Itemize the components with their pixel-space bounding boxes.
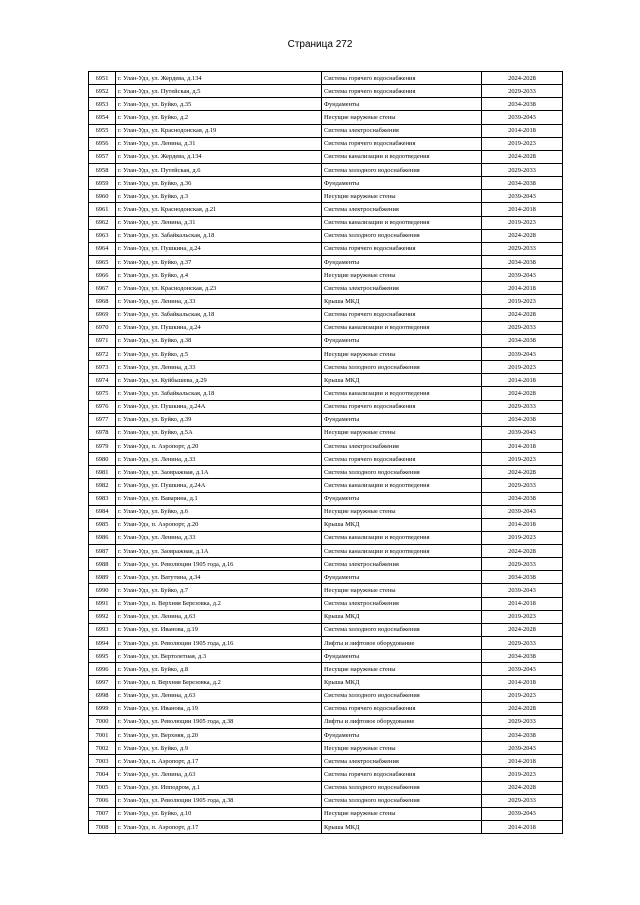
period-cell: 2039-2043 <box>482 190 563 203</box>
period-cell: 2034-2038 <box>482 650 563 663</box>
address-cell: г. Улан-Удэ, п. Аэропорт, д.17 <box>116 755 322 768</box>
table-row <box>89 663 563 676</box>
table-row <box>89 269 563 282</box>
table-row <box>89 413 563 426</box>
period-cell: 2039-2043 <box>482 426 563 439</box>
period-cell: 2019-2023 <box>482 531 563 544</box>
system-cell: Крыша МКД <box>322 676 482 689</box>
address-cell: г. Улан-Удэ, ул. Краснодонская, д.21 <box>116 203 322 216</box>
system-cell: Система горячего водоснабжения <box>322 242 482 255</box>
system-cell: Система холодного водоснабжения <box>322 466 482 479</box>
row-number: 6957 <box>89 150 116 163</box>
period-cell: 2019-2023 <box>482 137 563 150</box>
system-cell: Несущие наружные стены <box>322 742 482 755</box>
address-cell: г. Улан-Удэ, ул. Куйбышева, д.29 <box>116 374 322 387</box>
address-cell: г. Улан-Удэ, ул. Жердева, д.134 <box>116 72 322 85</box>
address-cell: г. Улан-Удэ, ул. Пушкина, д.24А <box>116 479 322 492</box>
system-cell: Система канализации и водоотведения <box>322 321 482 334</box>
period-cell: 2034-2038 <box>482 255 563 268</box>
system-cell: Система холодного водоснабжения <box>322 689 482 702</box>
period-cell: 2029-2033 <box>482 242 563 255</box>
table-row <box>89 387 563 400</box>
address-cell: г. Улан-Удэ, ул. Забайкальская, д.18 <box>116 229 322 242</box>
system-cell: Фундаменты <box>322 571 482 584</box>
period-cell: 2034-2038 <box>482 729 563 742</box>
period-cell: 2014-2018 <box>482 439 563 452</box>
table-row <box>89 755 563 768</box>
row-number: 6976 <box>89 400 116 413</box>
row-number: 6969 <box>89 308 116 321</box>
period-cell: 2019-2023 <box>482 295 563 308</box>
period-cell: 2014-2018 <box>482 518 563 531</box>
row-number: 6982 <box>89 479 116 492</box>
period-cell: 2029-2033 <box>482 85 563 98</box>
row-number: 6989 <box>89 571 116 584</box>
period-cell: 2029-2033 <box>482 400 563 413</box>
system-cell: Система холодного водоснабжения <box>322 163 482 176</box>
address-cell: г. Улан-Удэ, ул. Революции 1905 года, д.38 <box>116 715 322 728</box>
period-cell: 2014-2018 <box>482 374 563 387</box>
table-row <box>89 650 563 663</box>
system-cell: Система электроснабжения <box>322 597 482 610</box>
system-cell: Система горячего водоснабжения <box>322 400 482 413</box>
row-number: 6978 <box>89 426 116 439</box>
row-number: 6998 <box>89 689 116 702</box>
row-number: 6983 <box>89 492 116 505</box>
address-cell: г. Улан-Удэ, ул. Ватутина, д.34 <box>116 571 322 584</box>
table-row <box>89 623 563 636</box>
table-row <box>89 203 563 216</box>
table-row <box>89 150 563 163</box>
system-cell: Система канализации и водоотведения <box>322 479 482 492</box>
table-row <box>89 255 563 268</box>
row-number: 7003 <box>89 755 116 768</box>
address-cell: г. Улан-Удэ, ул. Буйко, д.8 <box>116 663 322 676</box>
period-cell: 2024-2028 <box>482 623 563 636</box>
period-cell: 2034-2038 <box>482 571 563 584</box>
system-cell: Система горячего водоснабжения <box>322 85 482 98</box>
table-row <box>89 163 563 176</box>
address-cell: г. Улан-Удэ, ул. Буйко, д.35 <box>116 98 322 111</box>
table-row <box>89 374 563 387</box>
row-number: 6988 <box>89 558 116 571</box>
period-cell: 2019-2023 <box>482 689 563 702</box>
table-row <box>89 426 563 439</box>
period-cell: 2024-2028 <box>482 466 563 479</box>
period-cell: 2039-2043 <box>482 663 563 676</box>
row-number: 6956 <box>89 137 116 150</box>
row-number: 6962 <box>89 216 116 229</box>
address-cell: г. Улан-Удэ, ул. Верхняя, д.20 <box>116 729 322 742</box>
row-number: 6970 <box>89 321 116 334</box>
address-cell: г. Улан-Удэ, ул. Ленина, д.63 <box>116 768 322 781</box>
address-cell: г. Улан-Удэ, ул. Буйко, д.10 <box>116 807 322 820</box>
period-cell: 2039-2043 <box>482 111 563 124</box>
address-cell: г. Улан-Удэ, ул. Иванова, д.19 <box>116 702 322 715</box>
row-number: 7004 <box>89 768 116 781</box>
row-number: 6987 <box>89 545 116 558</box>
table-row <box>89 807 563 820</box>
address-cell: г. Улан-Удэ, ул. Иванова, д.19 <box>116 623 322 636</box>
period-cell: 2034-2038 <box>482 98 563 111</box>
row-number: 7005 <box>89 781 116 794</box>
address-cell: г. Улан-Удэ, ул. Пушкина, д.24 <box>116 242 322 255</box>
row-number: 6966 <box>89 269 116 282</box>
table-row <box>89 794 563 807</box>
address-cell: г. Улан-Удэ, ул. Заовражная, д.1А <box>116 545 322 558</box>
system-cell: Система канализации и водоотведения <box>322 545 482 558</box>
table-row <box>89 400 563 413</box>
period-cell: 2014-2018 <box>482 821 563 834</box>
row-number: 6981 <box>89 466 116 479</box>
row-number: 6996 <box>89 663 116 676</box>
period-cell: 2034-2038 <box>482 413 563 426</box>
row-number: 6958 <box>89 163 116 176</box>
address-cell: г. Улан-Удэ, ул. Революции 1905 года, д.16 <box>116 637 322 650</box>
registry-table <box>88 71 563 834</box>
table-row <box>89 597 563 610</box>
system-cell: Несущие наружные стены <box>322 426 482 439</box>
table-row <box>89 361 563 374</box>
system-cell: Система электроснабжения <box>322 282 482 295</box>
row-number: 6977 <box>89 413 116 426</box>
address-cell: г. Улан-Удэ, ул. Буйко, д.9 <box>116 742 322 755</box>
period-cell: 2039-2043 <box>482 347 563 360</box>
row-number: 6997 <box>89 676 116 689</box>
table-row <box>89 729 563 742</box>
period-cell: 2039-2043 <box>482 269 563 282</box>
system-cell: Система горячего водоснабжения <box>322 137 482 150</box>
system-cell: Несущие наружные стены <box>322 505 482 518</box>
system-cell: Несущие наружные стены <box>322 269 482 282</box>
system-cell: Система горячего водоснабжения <box>322 453 482 466</box>
table-row <box>89 453 563 466</box>
system-cell: Несущие наружные стены <box>322 663 482 676</box>
period-cell: 2029-2033 <box>482 163 563 176</box>
table-row <box>89 821 563 834</box>
table-row <box>89 308 563 321</box>
address-cell: г. Улан-Удэ, п. Аэропорт, д.20 <box>116 518 322 531</box>
table-row <box>89 781 563 794</box>
row-number: 7001 <box>89 729 116 742</box>
system-cell: Фундаменты <box>322 650 482 663</box>
period-cell: 2039-2043 <box>482 742 563 755</box>
system-cell: Фундаменты <box>322 729 482 742</box>
table-row <box>89 229 563 242</box>
row-number: 6990 <box>89 584 116 597</box>
period-cell: 2019-2023 <box>482 453 563 466</box>
period-cell: 2014-2018 <box>482 597 563 610</box>
system-cell: Система электроснабжения <box>322 439 482 452</box>
system-cell: Система канализации и водоотведения <box>322 150 482 163</box>
period-cell: 2014-2018 <box>482 203 563 216</box>
table-row <box>89 242 563 255</box>
table-row <box>89 98 563 111</box>
system-cell: Система электроснабжения <box>322 203 482 216</box>
address-cell: г. Улан-Удэ, ул. Буйко, д.39 <box>116 413 322 426</box>
table-row <box>89 321 563 334</box>
period-cell: 2029-2033 <box>482 794 563 807</box>
row-number: 6986 <box>89 531 116 544</box>
address-cell: г. Улан-Удэ, ул. Забайкальская, д.18 <box>116 308 322 321</box>
table-row <box>89 505 563 518</box>
address-cell: г. Улан-Удэ, ул. Ленина, д.33 <box>116 295 322 308</box>
address-cell: г. Улан-Удэ, ул. Буйко, д.6 <box>116 505 322 518</box>
system-cell: Система канализации и водоотведения <box>322 531 482 544</box>
table-row <box>89 111 563 124</box>
table-row <box>89 768 563 781</box>
row-number: 6974 <box>89 374 116 387</box>
address-cell: г. Улан-Удэ, ул. Революции 1905 года, д.16 <box>116 558 322 571</box>
table-row <box>89 558 563 571</box>
row-number: 6965 <box>89 255 116 268</box>
address-cell: г. Улан-Удэ, п. Аэропорт, д.20 <box>116 439 322 452</box>
system-cell: Несущие наружные стены <box>322 190 482 203</box>
address-cell: г. Улан-Удэ, ул. Ипподром, д.1 <box>116 781 322 794</box>
address-cell: г. Улан-Удэ, ул. Ленина, д.33 <box>116 531 322 544</box>
table-row <box>89 72 563 85</box>
address-cell: г. Улан-Удэ, п. Верхняя Березовка, д.2 <box>116 597 322 610</box>
system-cell: Крыша МКД <box>322 295 482 308</box>
address-cell: г. Улан-Удэ, ул. Буйко, д.7 <box>116 584 322 597</box>
system-cell: Лифты и лифтовое оборудование <box>322 637 482 650</box>
row-number: 7008 <box>89 821 116 834</box>
address-cell: г. Улан-Удэ, ул. Буйко, д.37 <box>116 255 322 268</box>
address-cell: г. Улан-Удэ, ул. Ленина, д.63 <box>116 610 322 623</box>
period-cell: 2014-2018 <box>482 124 563 137</box>
row-number: 6975 <box>89 387 116 400</box>
system-cell: Крыша МКД <box>322 374 482 387</box>
row-number: 7006 <box>89 794 116 807</box>
system-cell: Несущие наружные стены <box>322 807 482 820</box>
address-cell: г. Улан-Удэ, ул. Путейская, д.6 <box>116 163 322 176</box>
table-row <box>89 702 563 715</box>
row-number: 6993 <box>89 623 116 636</box>
table-row <box>89 676 563 689</box>
address-cell: г. Улан-Удэ, ул. Ленина, д.63 <box>116 689 322 702</box>
table-row <box>89 177 563 190</box>
system-cell: Система горячего водоснабжения <box>322 72 482 85</box>
address-cell: г. Улан-Удэ, ул. Забайкальская, д.18 <box>116 387 322 400</box>
system-cell: Лифты и лифтовое оборудование <box>322 715 482 728</box>
system-cell: Фундаменты <box>322 255 482 268</box>
system-cell: Система горячего водоснабжения <box>322 702 482 715</box>
period-cell: 2014-2018 <box>482 755 563 768</box>
system-cell: Система холодного водоснабжения <box>322 229 482 242</box>
row-number: 6952 <box>89 85 116 98</box>
period-cell: 2029-2033 <box>482 637 563 650</box>
row-number: 6985 <box>89 518 116 531</box>
system-cell: Система горячего водоснабжения <box>322 768 482 781</box>
row-number: 6973 <box>89 361 116 374</box>
period-cell: 2024-2028 <box>482 72 563 85</box>
table-row <box>89 190 563 203</box>
table-row <box>89 439 563 452</box>
table-row <box>89 85 563 98</box>
table-row <box>89 466 563 479</box>
row-number: 7002 <box>89 742 116 755</box>
period-cell: 2029-2033 <box>482 715 563 728</box>
period-cell: 2019-2023 <box>482 768 563 781</box>
address-cell: г. Улан-Удэ, ул. Буйко, д.3 <box>116 190 322 203</box>
system-cell: Система холодного водоснабжения <box>322 781 482 794</box>
table-row <box>89 584 563 597</box>
table-row <box>89 282 563 295</box>
period-cell: 2039-2043 <box>482 807 563 820</box>
row-number: 6971 <box>89 334 116 347</box>
system-cell: Несущие наружные стены <box>322 347 482 360</box>
table-row <box>89 492 563 505</box>
table-row <box>89 216 563 229</box>
table-row <box>89 124 563 137</box>
period-cell: 2034-2038 <box>482 177 563 190</box>
system-cell: Система горячего водоснабжения <box>322 308 482 321</box>
period-cell: 2024-2028 <box>482 229 563 242</box>
system-cell: Система электроснабжения <box>322 124 482 137</box>
address-cell: г. Улан-Удэ, ул. Революции 1905 года, д.38 <box>116 794 322 807</box>
address-cell: г. Улан-Удэ, ул. Буйко, д.4 <box>116 269 322 282</box>
table-row <box>89 610 563 623</box>
period-cell: 2024-2028 <box>482 545 563 558</box>
row-number: 6967 <box>89 282 116 295</box>
address-cell: г. Улан-Удэ, ул. Пушкина, д.24 <box>116 321 322 334</box>
address-cell: г. Улан-Удэ, ул. Путейская, д.5 <box>116 85 322 98</box>
system-cell: Фундаменты <box>322 492 482 505</box>
system-cell: Фундаменты <box>322 177 482 190</box>
period-cell: 2024-2028 <box>482 308 563 321</box>
period-cell: 2024-2028 <box>482 387 563 400</box>
row-number: 6984 <box>89 505 116 518</box>
table-row <box>89 295 563 308</box>
row-number: 7007 <box>89 807 116 820</box>
address-cell: г. Улан-Удэ, п. Аэропорт, д.17 <box>116 821 322 834</box>
system-cell: Фундаменты <box>322 98 482 111</box>
table-row <box>89 479 563 492</box>
period-cell: 2029-2033 <box>482 321 563 334</box>
row-number: 6954 <box>89 111 116 124</box>
address-cell: г. Улан-Удэ, ул. Ленина, д.31 <box>116 137 322 150</box>
system-cell: Система электроснабжения <box>322 558 482 571</box>
address-cell: г. Улан-Удэ, ул. Ленина, д.33 <box>116 361 322 374</box>
row-number: 7000 <box>89 715 116 728</box>
period-cell: 2034-2038 <box>482 334 563 347</box>
row-number: 6999 <box>89 702 116 715</box>
period-cell: 2029-2033 <box>482 558 563 571</box>
system-cell: Фундаменты <box>322 334 482 347</box>
row-number: 6960 <box>89 190 116 203</box>
period-cell: 2024-2028 <box>482 781 563 794</box>
system-cell: Фундаменты <box>322 413 482 426</box>
table-row <box>89 347 563 360</box>
table-row <box>89 531 563 544</box>
row-number: 6968 <box>89 295 116 308</box>
table-row <box>89 715 563 728</box>
row-number: 6991 <box>89 597 116 610</box>
period-cell: 2024-2028 <box>482 702 563 715</box>
address-cell: г. Улан-Удэ, ул. Ленина, д.31 <box>116 216 322 229</box>
table-row <box>89 545 563 558</box>
address-cell: г. Улан-Удэ, ул. Пушкина, д.24А <box>116 400 322 413</box>
registry-table-body <box>89 72 563 834</box>
address-cell: г. Улан-Удэ, п. Верхняя Березовка, д.2 <box>116 676 322 689</box>
period-cell: 2024-2028 <box>482 150 563 163</box>
address-cell: г. Улан-Удэ, ул. Буйко, д.2 <box>116 111 322 124</box>
system-cell: Система канализации и водоотведения <box>322 216 482 229</box>
period-cell: 2039-2043 <box>482 505 563 518</box>
system-cell: Крыша МКД <box>322 821 482 834</box>
address-cell: г. Улан-Удэ, ул. Жердева, д.134 <box>116 150 322 163</box>
period-cell: 2039-2043 <box>482 584 563 597</box>
row-number: 6959 <box>89 177 116 190</box>
page-header: Страница 272 <box>287 39 353 50</box>
period-cell: 2014-2018 <box>482 676 563 689</box>
system-cell: Система холодного водоснабжения <box>322 794 482 807</box>
address-cell: г. Улан-Удэ, ул. Буйко, д.38 <box>116 334 322 347</box>
system-cell: Система электроснабжения <box>322 755 482 768</box>
system-cell: Крыша МКД <box>322 518 482 531</box>
row-number: 6992 <box>89 610 116 623</box>
address-cell: г. Улан-Удэ, ул. Ленина, д.33 <box>116 453 322 466</box>
table-row <box>89 742 563 755</box>
period-cell: 2029-2033 <box>482 479 563 492</box>
row-number: 6955 <box>89 124 116 137</box>
system-cell: Система холодного водоснабжения <box>322 623 482 636</box>
row-number: 6995 <box>89 650 116 663</box>
period-cell: 2034-2038 <box>482 492 563 505</box>
table-row <box>89 689 563 702</box>
system-cell: Несущие наружные стены <box>322 584 482 597</box>
period-cell: 2019-2023 <box>482 216 563 229</box>
address-cell: г. Улан-Удэ, ул. Буйко, д.5А <box>116 426 322 439</box>
row-number: 6951 <box>89 72 116 85</box>
row-number: 6953 <box>89 98 116 111</box>
row-number: 6963 <box>89 229 116 242</box>
table-row <box>89 518 563 531</box>
table-row <box>89 334 563 347</box>
row-number: 6964 <box>89 242 116 255</box>
row-number: 6972 <box>89 347 116 360</box>
period-cell: 2019-2023 <box>482 610 563 623</box>
table-row <box>89 137 563 150</box>
table-row <box>89 571 563 584</box>
period-cell: 2019-2023 <box>482 361 563 374</box>
system-cell: Система холодного водоснабжения <box>322 361 482 374</box>
system-cell: Крыша МКД <box>322 610 482 623</box>
address-cell: г. Улан-Удэ, ул. Буйко, д.36 <box>116 177 322 190</box>
table-row <box>89 637 563 650</box>
address-cell: г. Улан-Удэ, ул. Ваварина, д.1 <box>116 492 322 505</box>
system-cell: Система канализации и водоотведения <box>322 387 482 400</box>
row-number: 6980 <box>89 453 116 466</box>
row-number: 6979 <box>89 439 116 452</box>
address-cell: г. Улан-Удэ, ул. Краснодонская, д.23 <box>116 282 322 295</box>
address-cell: г. Улан-Удэ, ул. Вертолетная, д.3 <box>116 650 322 663</box>
period-cell: 2014-2018 <box>482 282 563 295</box>
row-number: 6994 <box>89 637 116 650</box>
address-cell: г. Улан-Удэ, ул. Заовражная, д.1А <box>116 466 322 479</box>
address-cell: г. Улан-Удэ, ул. Краснодонская, д.19 <box>116 124 322 137</box>
address-cell: г. Улан-Удэ, ул. Буйко, д.5 <box>116 347 322 360</box>
system-cell: Несущие наружные стены <box>322 111 482 124</box>
row-number: 6961 <box>89 203 116 216</box>
